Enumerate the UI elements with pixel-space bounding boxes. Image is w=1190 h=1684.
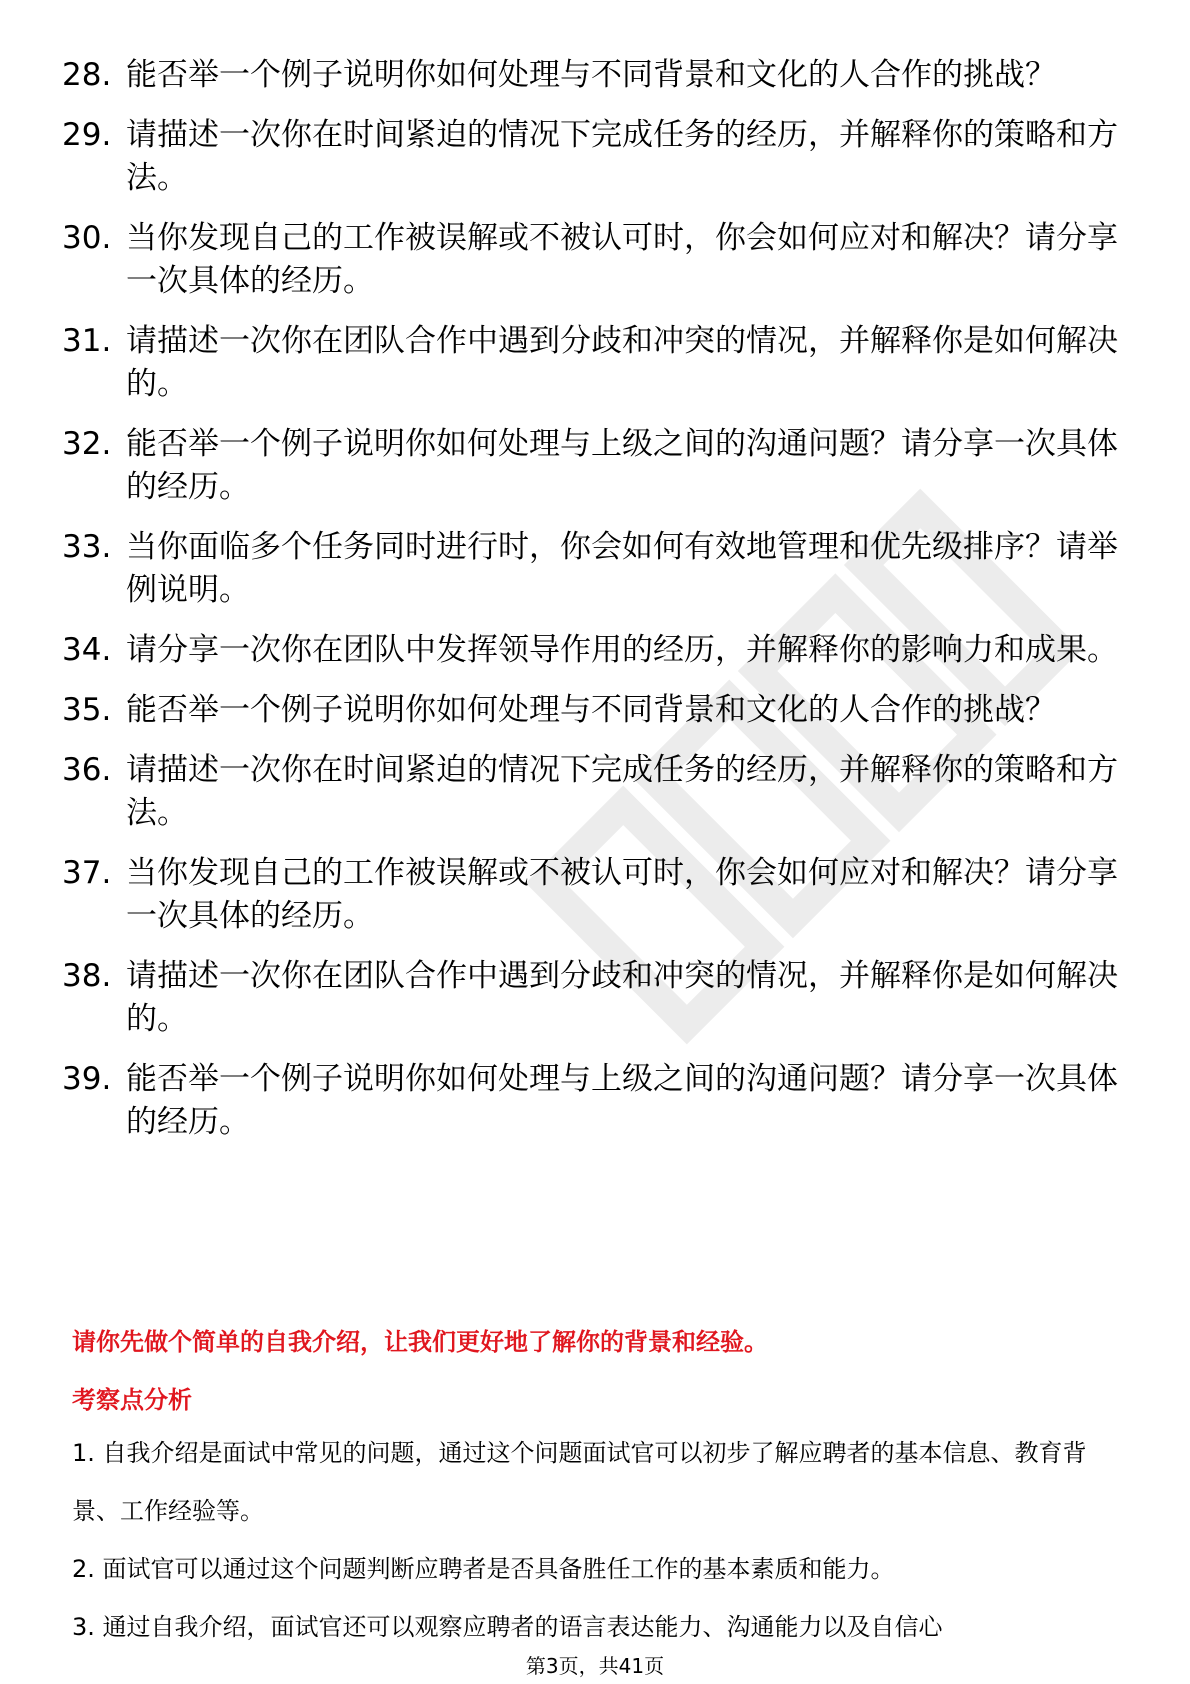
- question-item: [62, 749, 1122, 835]
- intro-question-title: 请你先做个简单的自我介绍，让我们更好地了解你的背景和经验。: [72, 1328, 768, 1356]
- analysis-point: 2. 面试官可以通过这个问题判断应聘者是否具备胜任工作的基本素质和能力。: [72, 1555, 895, 1583]
- page-footer: 第3页，共41页: [525, 1654, 665, 1678]
- question-item: [62, 629, 1122, 672]
- question-number: 39.: [62, 1061, 112, 1097]
- question-number: 29.: [62, 117, 112, 153]
- question-text: 请描述一次你在团队合作中遇到分歧和冲突的情况，并解释你是如何解决的。: [126, 323, 1118, 402]
- question-text: 能否举一个例子说明你如何处理与上级之间的沟通问题？请分享一次具体的经历。: [126, 426, 1118, 505]
- question-number: 34.: [62, 632, 112, 668]
- question-item: [62, 217, 1122, 303]
- question-text: 请描述一次你在时间紧迫的情况下完成任务的经历，并解释你的策略和方法。: [126, 117, 1118, 196]
- analysis-point: 1. 自我介绍是面试中常见的问题，通过这个问题面试官可以初步了解应聘者的基本信息、教育背景、工作经验等。: [72, 1439, 1087, 1525]
- question-item: [62, 114, 1122, 200]
- question-text: 能否举一个例子说明你如何处理与不同背景和文化的人合作的挑战？: [126, 692, 1056, 728]
- question-item: [62, 689, 1122, 732]
- question-item: [62, 423, 1122, 509]
- question-number: 38.: [62, 958, 112, 994]
- question-text: 请描述一次你在团队合作中遇到分歧和冲突的情况，并解释你是如何解决的。: [126, 958, 1118, 1037]
- question-text: 当你发现自己的工作被误解或不被认可时，你会如何应对和解决？请分享一次具体的经历。: [126, 220, 1118, 299]
- question-item: [62, 852, 1122, 938]
- question-item: [62, 1058, 1122, 1144]
- question-number: 36.: [62, 752, 112, 788]
- question-text: 能否举一个例子说明你如何处理与上级之间的沟通问题？请分享一次具体的经历。: [126, 1061, 1118, 1140]
- question-text: 当你发现自己的工作被误解或不被认可时，你会如何应对和解决？请分享一次具体的经历。: [126, 855, 1118, 934]
- question-item: [62, 320, 1122, 406]
- analysis-point: 3. 通过自我介绍，面试官还可以观察应聘者的语言表达能力、沟通能力以及自信心: [72, 1613, 943, 1641]
- question-text: 能否举一个例子说明你如何处理与不同背景和文化的人合作的挑战？: [126, 57, 1056, 93]
- question-list: [62, 54, 1122, 1161]
- question-text: 当你面临多个任务同时进行时，你会如何有效地管理和优先级排序？请举例说明。: [126, 529, 1118, 608]
- question-number: 30.: [62, 220, 112, 256]
- analysis-list: [72, 1424, 1132, 1656]
- question-number: 28.: [62, 57, 112, 93]
- question-text: 请分享一次你在团队中发挥领导作用的经历，并解释你的影响力和成果。: [126, 632, 1118, 668]
- question-number: 35.: [62, 692, 112, 728]
- question-item: [62, 955, 1122, 1041]
- question-number: 31.: [62, 323, 112, 359]
- question-item: [62, 526, 1122, 612]
- question-number: 32.: [62, 426, 112, 462]
- analysis-heading: 考察点分析: [72, 1386, 192, 1414]
- question-text: 请描述一次你在时间紧迫的情况下完成任务的经历，并解释你的策略和方法。: [126, 752, 1118, 831]
- question-number: 37.: [62, 855, 112, 891]
- question-number: 33.: [62, 529, 112, 565]
- question-item: [62, 54, 1122, 97]
